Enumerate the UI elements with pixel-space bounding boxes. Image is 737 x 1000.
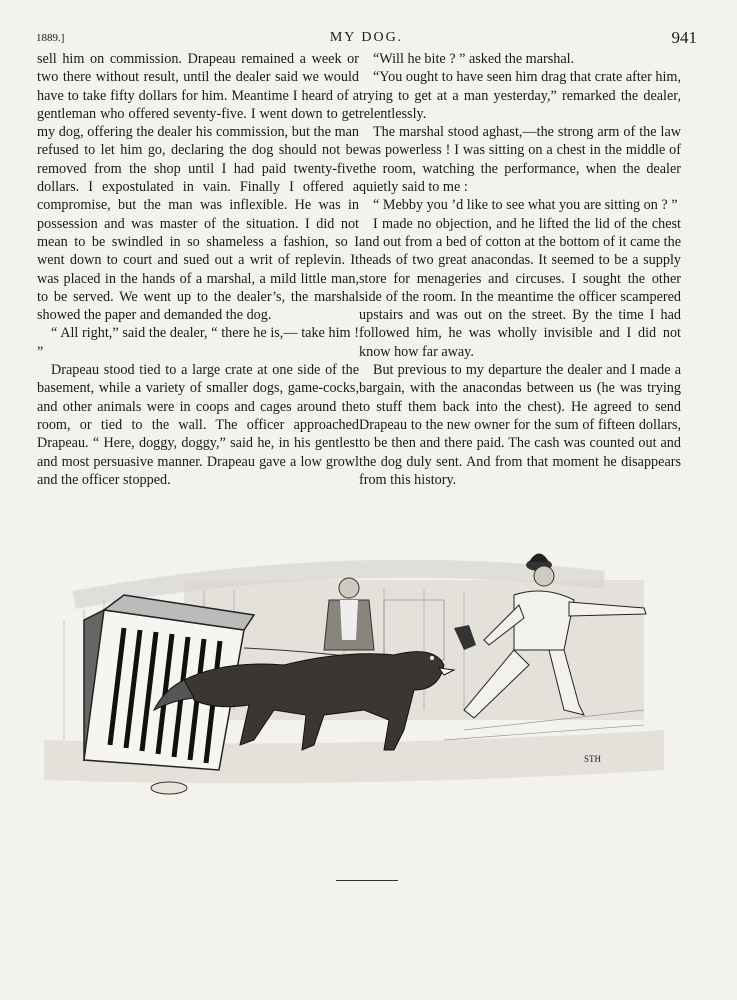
bowl [151,782,187,794]
header-title: MY DOG. [329,30,404,45]
paragraph: The marshal stood aghast,—the strong arm of the law was powerless ! I was sitting on a chest in the middle of the room, watching the performance, when the dealer quietly said to me : [359,124,681,196]
paragraph: “Will he bite ? ” asked the marshal. [373,51,575,67]
illustration-dog-and-marshal [44,540,664,820]
left-column [37,50,359,489]
header-year: 1889.] [36,32,65,44]
paragraph: “You ought to have seen him drag that crate after him, trying to get at a man yesterday,” remarked the dealer, relentlessly. [359,69,681,122]
paragraph: But previous to my departure the dealer and I made a bargain, with the anacondas between us (he was trying to stuff them back into the chest). He agreed to send Drapeau to the new owner for the sum of fifteen dollars, to be then and there paid. The cash was counted out and the dog duly sent. And from that moment he disappears from this history. [359,362,681,488]
illustration-signature: STH [584,754,602,764]
paragraph: Drapeau stood tied to a large crate at one side of the basement, while a variety of smaller dogs, game-cocks, and other animals were in coops and cages around the room, or tied to the wall. The officer approached Drapeau. “ Here, doggy, doggy,” said he, in his gentlest and most persuasive manner. Drapeau gave a low growl and the officer stopped. [37,362,359,488]
paragraph: “ Mebby you ’d like to see what you are sitting on ? ” [373,197,678,214]
paragraph: “ All right,” said the dealer, “ there he is,— take him ! ” [37,325,359,360]
paragraph: I made no objection, and he lifted the lid of the chest and out from a bed of cotton at the bottom of it came the heads of two great anacondas. It seemed to be a supply store for menageries and circuses. I sought the other side of the room. In the meantime the officer scampered upstairs and was out on the street. By the time I had followed him, he was wholly invisible and I did not know how far away. [359,215,681,360]
paragraph: sell him on commission. Drapeau remained a week or two there without result, until the dealer said we would have to take fifty dollars for him. Meantime I heard of a gentleman who offered seventy-five. I went down to get my dog, offering the dealer his commission, but the man refused to let him go, declaring the dog should not be removed from the shop until I had paid twenty-five dollars. I expostulated in vain. Finally I offered a compromise, but the man was inflexible. He was in possession and was master of the situation. I did not mean to be swindled in so shameless a fashion, so I went down to court and sued out a writ of replevin. It was placed in the hands of a marshal, a mild little man, to be served. We went up to the dealer’s, the marshal showed the paper and demanded the dog. [37,51,359,324]
page-number: 941 [671,28,697,47]
running-header [36,28,697,52]
right-column [359,50,681,489]
section-divider [336,880,398,881]
